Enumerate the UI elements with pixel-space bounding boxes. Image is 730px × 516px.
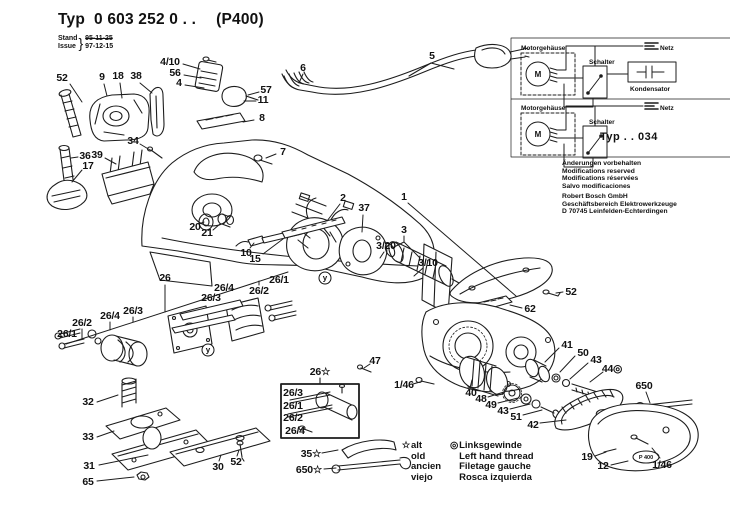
issue-date: 97-12-15 — [85, 43, 114, 50]
part-label-49: 49 — [485, 399, 497, 411]
circuit2-housing-label: Motorgehäuse — [521, 105, 566, 112]
part-label-11: 11 — [257, 94, 269, 106]
handle-cover — [90, 87, 164, 158]
part-label-33: 33 — [82, 431, 94, 443]
part-label-3/10: 3/10 — [418, 257, 438, 269]
leader-line — [646, 392, 650, 403]
circuit2-motor-letter: M — [534, 130, 542, 139]
depth-adjust-parts — [122, 378, 136, 407]
part-label-56: 56 — [169, 67, 181, 79]
circuit1-motor-letter: M — [534, 70, 542, 79]
typ-variant: (P400) — [216, 11, 264, 28]
circuit2-switch-label: Schalter — [589, 119, 615, 126]
notice-line: Änderungen vorbehalten — [562, 160, 642, 167]
part-label-15: 15 — [249, 253, 261, 265]
part-label-48: 48 — [475, 393, 487, 405]
part-label-7: 7 — [280, 146, 286, 158]
legend-term: Left hand thread — [459, 450, 534, 462]
part-label-26/3: 26/3 — [283, 387, 303, 399]
power-cord — [282, 45, 529, 95]
circuit1-switch-label: Schalter — [589, 59, 615, 66]
legend-term: viejo — [411, 471, 433, 483]
legend-thread-column — [449, 441, 533, 483]
leader-line — [97, 431, 114, 437]
switch-assembly — [195, 57, 258, 129]
part-label-12: 12 — [597, 460, 609, 472]
part-label-650: 650 — [635, 380, 653, 392]
notice-line: Modifications réservées — [562, 175, 639, 182]
title-block — [58, 11, 264, 29]
leader-line — [105, 158, 116, 164]
base-plates — [106, 408, 270, 480]
leader-line — [510, 305, 522, 308]
issue-label: Issue — [58, 43, 76, 50]
legend-term: Linksgewinde — [459, 440, 522, 451]
part-label-43: 43 — [590, 354, 602, 366]
part-label-5: 5 — [429, 50, 435, 62]
legend-term: Rosca izquierda — [459, 471, 532, 483]
part-label-1/46: 1/46 — [652, 459, 672, 471]
part-label-37: 37 — [358, 202, 370, 214]
part-label-43: 43 — [497, 405, 509, 417]
part-label-8: 8 — [259, 112, 265, 124]
part-label-21: 21 — [201, 227, 213, 239]
part-label-52: 52 — [56, 72, 68, 84]
part-label-26/1: 26/1 — [283, 400, 303, 412]
top-cover-piece — [450, 258, 552, 303]
typ-number: 0 603 252 0 . . — [94, 11, 197, 28]
circuit1-capacitor-label: Kondensator — [630, 86, 671, 93]
part-label-10: 10 — [240, 247, 252, 259]
part-label-65: 65 — [82, 476, 94, 488]
part-label-17: 17 — [82, 160, 94, 172]
part-label-26/1: 26/1 — [269, 274, 289, 286]
part-label-35: 35☆ — [300, 448, 322, 460]
leader-line — [560, 356, 575, 372]
leader-line — [510, 404, 530, 409]
part-label-2: 2 — [340, 192, 346, 204]
leader-line — [104, 84, 107, 96]
leader-line — [140, 83, 152, 93]
circuit-diagram-1 — [521, 43, 676, 107]
leader-line — [70, 84, 82, 102]
part-label-26: 26 — [159, 272, 171, 284]
part-label-30: 30 — [212, 461, 224, 473]
notice-line: Modifications reserved — [562, 167, 635, 175]
leader-line — [523, 410, 542, 415]
part-label-3: 3 — [401, 224, 407, 236]
typ-label: Typ — [58, 11, 86, 28]
part-label-26/4: 26/4 — [214, 282, 234, 294]
company-division: Geschäftsbereich Elektrowerkzeuge — [562, 200, 677, 208]
revision-block — [58, 35, 113, 51]
leader-line — [71, 157, 78, 158]
stand-label: Stand — [58, 35, 78, 42]
part-label-4: 4 — [176, 77, 182, 89]
part-label-9: 9 — [99, 71, 105, 83]
part-label-26/4: 26/4 — [285, 425, 305, 437]
part-label-62: 62 — [524, 303, 536, 315]
circuit2-net-label: Netz — [660, 105, 674, 112]
part-label-4/10: 4/10 — [160, 56, 180, 68]
circuit1-net-label: Netz — [660, 45, 674, 52]
notice-line: Salvo modificaciones — [562, 182, 631, 190]
circuit2-type-label: Typ . . 034 — [600, 131, 658, 143]
part-label-19: 19 — [581, 451, 593, 463]
legend-term: old — [411, 450, 426, 462]
left-hand-thread-marker: y — [319, 272, 332, 285]
part-label-31: 31 — [83, 460, 95, 472]
part-label-3/20: 3/20 — [376, 240, 396, 252]
stand-date: 95-11-25 — [85, 35, 113, 42]
part-label-40: 40 — [465, 387, 477, 399]
left-hand-thread-marker: y — [202, 344, 215, 357]
company-address: D 70745 Leinfelden-Echterdingen — [562, 208, 668, 215]
part-label-38: 38 — [130, 70, 142, 82]
part-label-52: 52 — [230, 456, 242, 468]
legend-term: Filetage gauche — [459, 461, 531, 472]
revision-brace: } — [78, 35, 84, 51]
part-label-26: 26☆ — [309, 366, 331, 378]
leader-line — [97, 395, 118, 402]
part-label-36: 36 — [79, 150, 91, 162]
legend-block — [401, 441, 534, 483]
part-label-39: 39 — [91, 149, 103, 161]
part-label-34: 34 — [127, 135, 139, 147]
part-label-52: 52 — [565, 286, 577, 298]
legend-term: ancien — [411, 461, 442, 472]
part-label-57: 57 — [260, 84, 272, 96]
part-label-26/2: 26/2 — [283, 412, 303, 424]
leader-line — [324, 468, 336, 469]
circuit-diagram-2 — [521, 103, 674, 167]
circuit1-housing-label: Motorgehäuse — [521, 45, 566, 52]
wrench-and-gauge — [332, 440, 411, 473]
part-label-50: 50 — [577, 347, 589, 359]
part-label-1/46: 1/46 — [394, 379, 414, 391]
part-label-26/2: 26/2 — [249, 285, 269, 297]
part-label-26/2: 26/2 — [72, 317, 92, 329]
leader-line — [322, 450, 338, 453]
part-label-32: 32 — [82, 396, 94, 408]
legend-old-column — [401, 441, 441, 483]
part-label-1: 1 — [401, 191, 407, 203]
part-label-41: 41 — [561, 339, 573, 351]
legend-term: alt — [411, 440, 423, 451]
part-label-51: 51 — [510, 411, 522, 423]
part-label-26/1: 26/1 — [57, 328, 77, 340]
left-hand-thread-symbol: ◎ — [449, 440, 459, 451]
leader-line — [556, 292, 563, 293]
part-label-42: 42 — [527, 419, 539, 431]
leader-line — [570, 363, 588, 379]
part-label-26/4: 26/4 — [100, 310, 120, 322]
part-label-18: 18 — [112, 70, 124, 82]
belt-cover-badge: P 400 — [638, 455, 654, 461]
part-label-26/3: 26/3 — [123, 305, 143, 317]
notice-block — [562, 160, 677, 216]
part-label-20: 20 — [189, 221, 201, 233]
part-label-26/3: 26/3 — [201, 292, 221, 304]
part-label-47: 47 — [369, 355, 381, 367]
part-label-650: 650☆ — [295, 464, 323, 476]
company-name: Robert Bosch GmbH — [562, 193, 628, 200]
leader-line — [97, 477, 134, 481]
part-label-6: 6 — [300, 62, 306, 74]
leader-line — [183, 64, 200, 69]
old-part-symbol: ☆ — [401, 440, 411, 451]
part-label-44: 44◎ — [601, 363, 623, 375]
